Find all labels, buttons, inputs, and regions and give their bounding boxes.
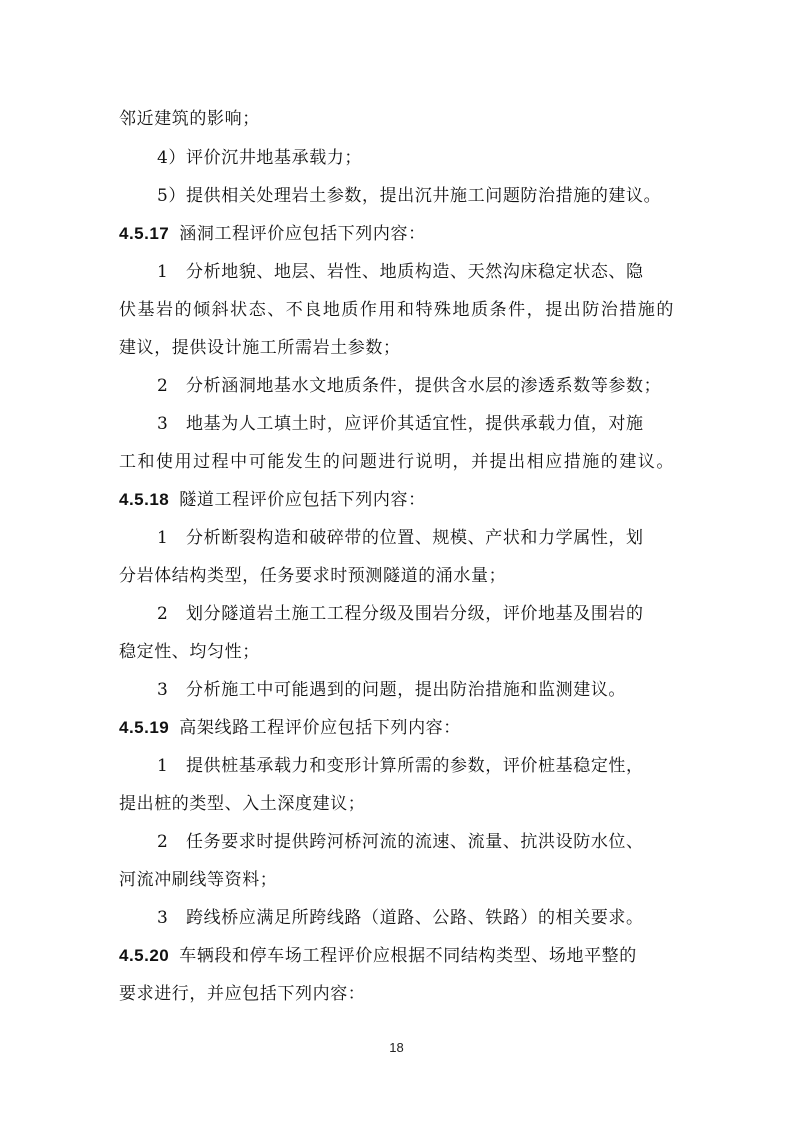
clause-number: 4.5.17 xyxy=(119,224,170,243)
clause-title: 隧道工程评价应包括下列内容： xyxy=(179,490,426,510)
text-line: 提出桩的类型、入土深度建议； xyxy=(119,794,366,814)
list-item: 1 分析断裂构造和破碎带的位置、规模、产状和力学属性，划 xyxy=(157,528,644,548)
clause-number: 4.5.19 xyxy=(119,718,170,737)
list-item: 2 划分隧道岩土施工工程分级及围岩分级，评价地基及围岩的 xyxy=(157,604,644,624)
text-line: 河流冲刷线等资料； xyxy=(119,870,278,890)
clause-title: 车辆段和停车场工程评价应根据不同结构类型、场地平整的 xyxy=(179,946,637,966)
clause-number: 4.5.20 xyxy=(119,946,170,965)
clause-title: 涵洞工程评价应包括下列内容： xyxy=(179,224,426,244)
list-item: 3 跨线桥应满足所跨线路（道路、公路、铁路）的相关要求。 xyxy=(157,908,644,928)
list-item: 3 地基为人工填土时，应评价其适宜性，提供承载力值，对施 xyxy=(157,414,644,434)
clause-heading-4-5-17 xyxy=(119,222,426,246)
list-item: 2 任务要求时提供跨河桥河流的流速、流量、抗洪设防水位、 xyxy=(157,832,644,852)
clause-heading-4-5-20 xyxy=(119,944,637,968)
text-line: 分岩体结构类型，任务要求时预测隧道的涌水量； xyxy=(119,566,507,586)
text-line: 建议，提供设计施工所需岩土参数； xyxy=(119,338,401,358)
list-item: 1 分析地貌、地层、岩性、地质构造、天然沟床稳定状态、隐 xyxy=(157,262,644,282)
clause-heading-4-5-18 xyxy=(119,488,426,512)
list-item: 4）评价沉井地基承载力； xyxy=(157,148,363,168)
clause-heading-4-5-19 xyxy=(119,716,461,740)
list-item: 1 提供桩基承载力和变形计算所需的参数，评价桩基稳定性， xyxy=(157,756,644,776)
text-line: 邻近建筑的影响； xyxy=(119,109,260,129)
text-line: 稳定性、均匀性； xyxy=(119,642,260,662)
clause-number: 4.5.18 xyxy=(119,490,170,509)
list-item: 3 分析施工中可能遇到的问题，提出防治措施和监测建议。 xyxy=(157,680,627,700)
text-line: 要求进行，并应包括下列内容： xyxy=(119,984,366,1004)
clause-title: 高架线路工程评价应包括下列内容： xyxy=(179,718,461,738)
list-item: 5）提供相关处理岩土参数，提出沉井施工问题防治措施的建议。 xyxy=(157,186,662,206)
list-item: 2 分析涵洞地基水文地质条件，提供含水层的渗透系数等参数； xyxy=(157,376,662,396)
text-line: 伏基岩的倾斜状态、不良地质作用和特殊地质条件，提出防治措施的 xyxy=(119,300,674,320)
page-number: 18 xyxy=(389,1040,404,1055)
text-line: 工和使用过程中可能发生的问题进行说明，并提出相应措施的建议。 xyxy=(119,452,674,472)
